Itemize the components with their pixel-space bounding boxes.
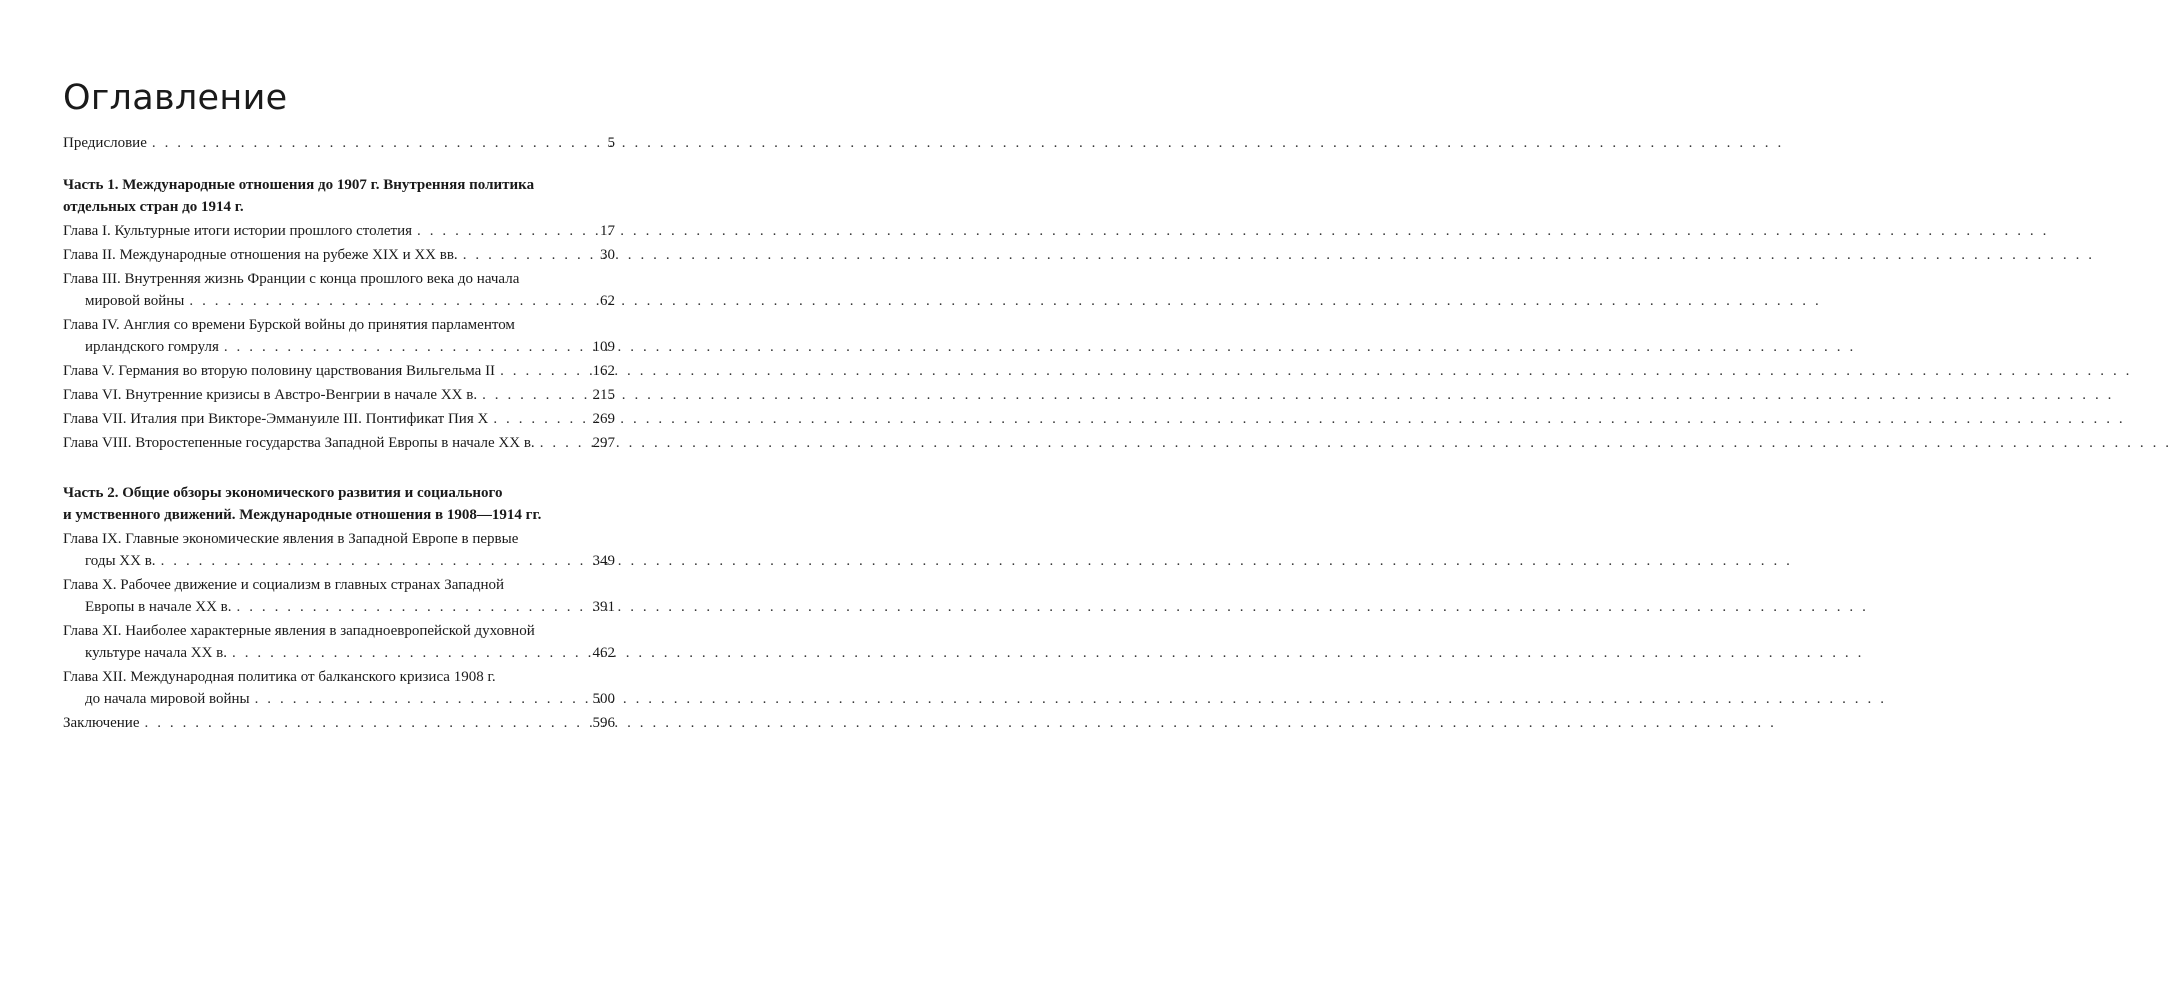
toc-page-number: 297: [592, 435, 615, 451]
toc-entry-label: Глава II. Международные отношения на рубеже XIX и XX вв.: [63, 247, 458, 263]
dot-leader: [224, 336, 588, 358]
toc-entry-chapter-8[interactable]: [63, 432, 615, 454]
toc-entry-label: Заключение: [63, 715, 140, 731]
dot-leader: [493, 408, 587, 430]
toc-entry-chapter-11[interactable]: [63, 620, 615, 664]
part-heading-2: [63, 482, 615, 526]
toc-page-number: 215: [592, 387, 615, 403]
toc-entry-label-continued: годы XX в.: [85, 553, 156, 569]
spacer: [63, 456, 615, 482]
toc-entry-label: Глава X. Рабочее движение и социализм в главных странах Западной: [63, 577, 505, 593]
dot-leader: [189, 290, 595, 312]
part-heading-1: [63, 174, 615, 218]
toc-entry-label: Глава VI. Внутренние кризисы в Австро-Венгрии в начале XX в.: [63, 387, 478, 403]
toc-entry-label-continued: ирландского гомруля: [85, 339, 219, 355]
spacer: [63, 156, 615, 174]
toc-entry-label: Глава IV. Англия со времени Бурской войны до принятия парламентом: [63, 317, 515, 333]
toc-entry-label: Глава XI. Наиболее характерные явления в западноевропейской духовной: [63, 623, 535, 639]
dot-leader: [500, 360, 587, 382]
toc-entry-label-continued: Европы в начале XX в.: [85, 599, 232, 615]
part-heading-line: и умственного движений. Международные отношения в 1908—1914 гг.: [63, 507, 542, 523]
part-heading-line: отдельных стран до 1914 г.: [63, 199, 244, 215]
toc-entry-conclusion[interactable]: [63, 712, 615, 734]
toc-entry-chapter-7[interactable]: [63, 408, 615, 430]
toc-entry-chapter-10[interactable]: [63, 574, 615, 618]
toc-page-number: 5: [607, 135, 615, 151]
toc-entry-chapter-5[interactable]: [63, 360, 615, 382]
toc-entry-chapter-2[interactable]: [63, 244, 615, 266]
dot-leader: [540, 432, 588, 454]
toc-page-number: 269: [592, 411, 615, 427]
toc-entry-label: Глава IX. Главные экономические явления в Западной Европе в первые: [63, 531, 519, 547]
toc-entry-label: Глава I. Культурные итоги истории прошлого столетия: [63, 223, 413, 239]
toc-entry-label: Глава VIII. Второстепенные государства Западной Европы в начале XX в.: [63, 435, 535, 451]
dot-leader: [482, 384, 587, 406]
toc-page-number: 391: [592, 599, 615, 615]
toc-page-number: 17: [600, 223, 615, 239]
toc-page-number: 30: [600, 247, 615, 263]
page-title: Оглавление: [63, 78, 288, 118]
dot-leader: [145, 712, 588, 734]
toc-page-number: 596: [592, 715, 615, 731]
dot-leader: [463, 244, 595, 266]
toc-page-number: 162: [592, 363, 615, 379]
toc-entry-label: Глава III. Внутренняя жизнь Франции с конца прошлого века до начала: [63, 271, 520, 287]
toc-entry-chapter-3[interactable]: [63, 268, 615, 312]
table-of-contents: [63, 132, 615, 736]
dot-leader: [255, 688, 588, 710]
toc-entry-chapter-9[interactable]: [63, 528, 615, 572]
toc-entry-label: Глава V. Германия во вторую половину царствования Вильгельма II: [63, 363, 496, 379]
toc-entry-chapter-6[interactable]: [63, 384, 615, 406]
toc-entry-chapter-1[interactable]: [63, 220, 615, 242]
part-heading-line: Часть 1. Международные отношения до 1907 г. Внутренняя политика: [63, 177, 535, 193]
toc-page-number: 62: [600, 293, 615, 309]
toc-entry-label-continued: мировой войны: [85, 293, 185, 309]
toc-page-number: 349: [592, 553, 615, 569]
dot-leader: [152, 132, 603, 154]
toc-entry-chapter-12[interactable]: [63, 666, 615, 710]
toc-entry-preface[interactable]: [63, 132, 615, 154]
dot-leader: [417, 220, 595, 242]
toc-page-number: 462: [592, 645, 615, 661]
part-heading-line: Часть 2. Общие обзоры экономического развития и социального: [63, 485, 503, 501]
toc-entry-label: Глава XII. Международная политика от балканского кризиса 1908 г.: [63, 669, 496, 685]
toc-entry-label-continued: культуре начала XX в.: [85, 645, 227, 661]
dot-leader: [232, 642, 588, 664]
dot-leader: [237, 596, 588, 618]
toc-page-number: 109: [592, 339, 615, 355]
toc-page-number: 500: [592, 691, 615, 707]
dot-leader: [161, 550, 588, 572]
toc-entry-label: Предисловие: [63, 135, 147, 151]
toc-entry-label-continued: до начала мировой войны: [85, 691, 250, 707]
toc-entry-chapter-4[interactable]: [63, 314, 615, 358]
toc-entry-label: Глава VII. Италия при Викторе-Эммануиле III. Понтификат Пия X: [63, 411, 489, 427]
